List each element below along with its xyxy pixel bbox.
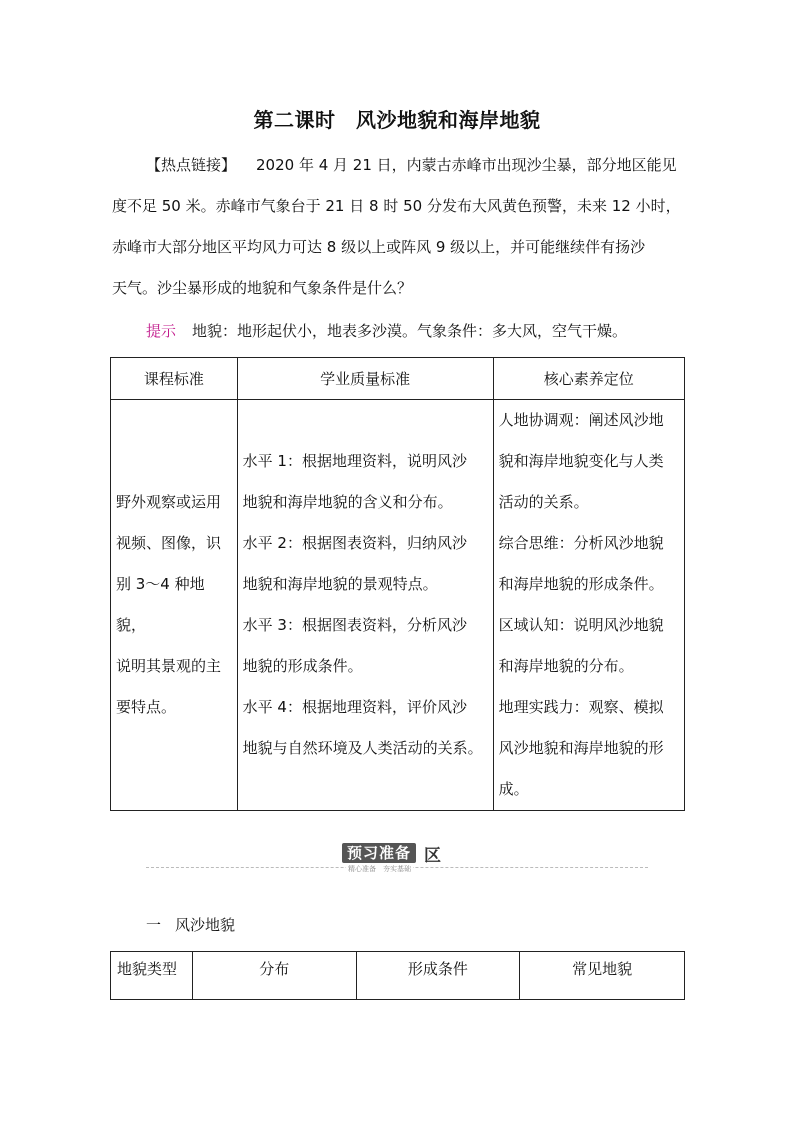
header-course-standard: 课程标准 [111, 358, 238, 400]
quality-line: 地貌和海岸地貌的景观特点。 [242, 575, 438, 593]
literacy-line: 成。 [498, 780, 529, 798]
course-line: 野外观察或运用 [116, 493, 222, 511]
header-core-literacy: 核心素养定位 [493, 358, 684, 400]
literacy-line: 和海岸地貌的分布。 [498, 657, 634, 675]
hotlink-label: 【热点链接】 [146, 156, 237, 174]
standards-table [110, 357, 685, 811]
course-line: 视频、图像，识 [116, 534, 222, 552]
table-row [111, 400, 685, 811]
header-common-landforms: 常见地貌 [520, 952, 685, 1000]
hotlink-line-4: 天气。沙尘暴形成的地貌和气象条件是什么？ [112, 279, 413, 297]
table-header-row [111, 358, 685, 400]
hotlink-line-1: 2020 年 4 月 21 日，内蒙古赤峰市出现沙尘暴，部分地区能见 [256, 156, 677, 174]
literacy-line: 综合思维：分析风沙地貌 [498, 534, 664, 552]
banner-badge-tail: 区 [424, 846, 441, 866]
quality-line: 地貌与自然环境及人类活动的关系。 [242, 739, 483, 757]
quality-line: 地貌的形成条件。 [242, 657, 363, 675]
header-quality-standard: 学业质量标准 [237, 358, 493, 400]
literacy-line: 风沙地貌和海岸地貌的形 [498, 739, 664, 757]
preview-section-banner [146, 838, 648, 878]
section-title: 风沙地貌 [175, 916, 236, 934]
literacy-line: 人地协调观：阐述风沙地 [498, 411, 664, 429]
hotlink-line-3: 赤峰市大部分地区平均风力可达 8 级以上或阵风 9 级以上，并可能继续伴有扬沙 [112, 238, 646, 256]
header-landform-type: 地貌类型 [111, 952, 193, 1000]
course-line: 别 3～4 种地貌， [116, 575, 205, 634]
course-line: 要特点。 [116, 698, 177, 716]
header-distribution: 分布 [192, 952, 356, 1000]
core-literacy-cell [493, 400, 684, 811]
literacy-line: 貌和海岸地貌变化与人类 [498, 452, 664, 470]
quality-line: 水平 1：根据地理资料，说明风沙 [242, 452, 467, 470]
hotlink-paragraph [112, 145, 688, 186]
page-title: 第二课时 风沙地貌和海岸地貌 [253, 108, 541, 132]
course-line: 说明其景观的主 [116, 657, 222, 675]
course-standard-cell [111, 400, 238, 811]
hotlink-line-2: 度不足 50 米。赤峰市气象台于 21 日 8 时 50 分发布大风黄色预警，未来 12 小时， [112, 197, 681, 215]
hint-text: 地貌：地形起伏小，地表多沙漠。气象条件：多大风，空气干燥。 [192, 322, 628, 340]
quality-line: 水平 2：根据图表资料，归纳风沙 [242, 534, 467, 552]
literacy-line: 活动的关系。 [498, 493, 589, 511]
banner-badge: 预习准备 [342, 843, 416, 863]
literacy-line: 地理实践力：观察、模拟 [498, 698, 664, 716]
quality-line: 水平 4：根据地理资料，评价风沙 [242, 698, 467, 716]
quality-standard-cell [237, 400, 493, 811]
header-formation-conditions: 形成条件 [356, 952, 520, 1000]
quality-line: 地貌和海岸地貌的含义和分布。 [242, 493, 453, 511]
table-header-row [111, 952, 685, 1000]
literacy-line: 和海岸地貌的形成条件。 [498, 575, 664, 593]
section-number: 一 [146, 916, 162, 934]
hint-row [146, 316, 627, 346]
literacy-line: 区域认知：说明风沙地貌 [498, 616, 664, 634]
hint-label: 提示 [146, 322, 177, 340]
landform-table [110, 951, 685, 1000]
banner-subtitle: 精心准备 夯实基础 [348, 865, 411, 873]
section-heading [146, 914, 249, 935]
quality-line: 水平 3：根据图表资料，分析风沙 [242, 616, 467, 634]
